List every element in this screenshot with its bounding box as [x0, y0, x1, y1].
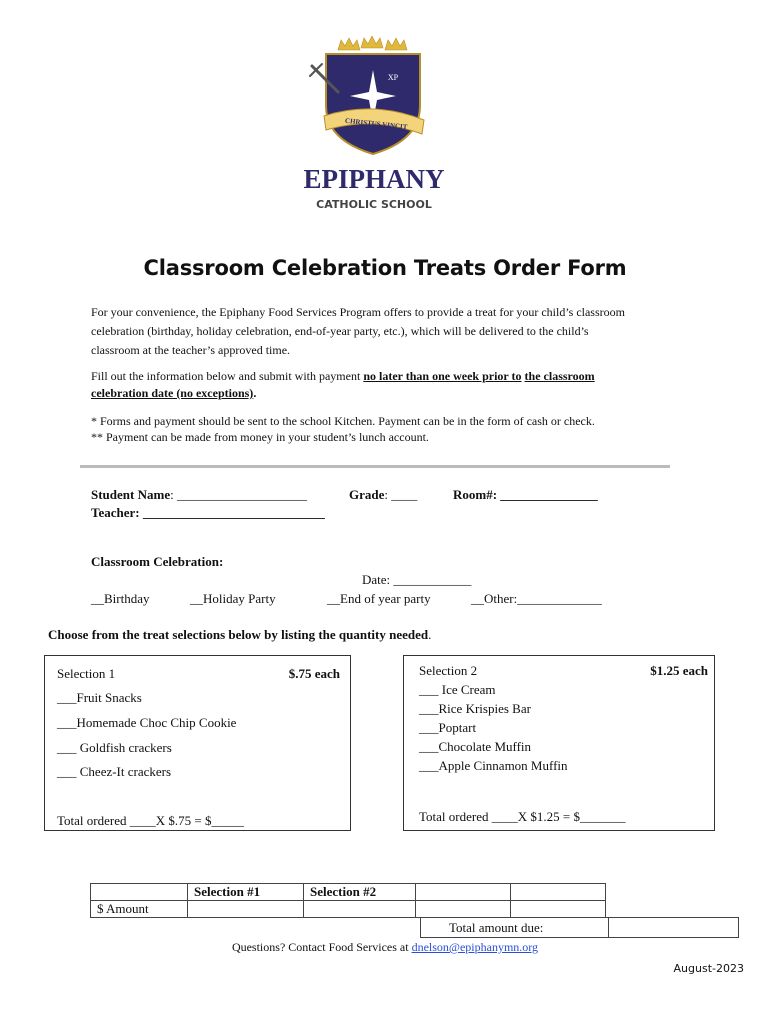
contact-email-link[interactable]: dnelson@epiphanymn.org	[411, 940, 539, 954]
notes	[91, 413, 681, 445]
student-name-blank[interactable]: : ____________________	[170, 487, 307, 502]
teacher-field[interactable]: Teacher: ____________________________	[91, 505, 325, 520]
footer-date: August-2023	[673, 962, 744, 975]
note-lunch-account: ** Payment can be made from money in your student’s lunch account.	[91, 430, 429, 444]
note-kitchen: * Forms and payment should be sent to the school Kitchen. Payment can be in the form of cash or check.	[91, 414, 595, 428]
grade-blank[interactable]: : ____	[384, 487, 418, 502]
choose-instruction	[48, 627, 431, 643]
amount-selection-1-cell[interactable]	[188, 901, 304, 918]
logo-banner-text: CHRISTUS VINCIT	[344, 116, 408, 132]
item-choc-chip-cookie[interactable]: ___Homemade Choc Chip Cookie	[57, 715, 237, 730]
total-label-cell	[420, 917, 609, 938]
table-cell	[416, 884, 511, 901]
table-cell	[511, 901, 606, 918]
questions-text: Questions? Contact Food Services at	[231, 940, 412, 954]
item-fruit-snacks[interactable]: ___Fruit Snacks	[57, 690, 142, 705]
amount-table	[90, 883, 606, 918]
item-goldfish[interactable]: ___ Goldfish crackers	[57, 740, 172, 755]
choose-text: Choose from the treat selections below by listing the quantity needed	[48, 627, 429, 642]
item-ice-cream[interactable]: ___ Ice Cream	[419, 682, 496, 697]
intro-line: For your convenience, the Epiphany Food Services Program offers to provide a treat for your child’s classroom	[91, 305, 625, 319]
logo-monogram: XP	[387, 73, 399, 82]
total-amount-cell[interactable]	[608, 917, 739, 938]
item-rice-krispies[interactable]: ___Rice Krispies Bar	[419, 701, 531, 716]
period: .	[428, 627, 432, 642]
amount-selection-2-cell[interactable]	[304, 901, 416, 918]
amount-row-label: $ Amount	[91, 901, 188, 918]
divider	[80, 465, 670, 468]
instructions-paragraph	[91, 368, 681, 402]
logo-subtitle: CATHOLIC SCHOOL	[316, 198, 432, 211]
total-amount-label: Total amount due:	[449, 920, 544, 935]
item-poptart[interactable]: ___Poptart	[419, 720, 477, 735]
option-end-of-year[interactable]: __End of year party	[327, 591, 431, 606]
instructions-prefix: Fill out the information below and submit with payment	[91, 369, 364, 383]
table-row	[91, 901, 606, 918]
student-name-label: Student Name	[91, 487, 171, 502]
room-field[interactable]: Room#: _______________	[453, 487, 598, 502]
school-logo	[288, 36, 458, 214]
option-other[interactable]: __Other:_____________	[471, 591, 602, 606]
header-selection-1: Selection #1	[188, 884, 304, 901]
header-selection-2: Selection #2	[304, 884, 416, 901]
date-phrase: celebration date (no exceptions)	[91, 386, 254, 400]
selection-2-title: Selection 2	[419, 663, 478, 678]
form-title: Classroom Celebration Treats Order Form	[143, 256, 627, 280]
grade-label: Grade	[349, 487, 385, 502]
option-holiday-party[interactable]: __Holiday Party	[190, 591, 276, 606]
selection-1-title: Selection 1	[57, 666, 116, 681]
selection-2-total[interactable]: Total ordered ____X $1.25 = $_______	[419, 809, 626, 824]
crown-icon	[338, 36, 407, 50]
selection-2-box	[403, 655, 715, 831]
item-apple-cinnamon-muffin[interactable]: ___Apple Cinnamon Muffin	[419, 758, 568, 773]
selection-1-price: $.75 each	[288, 666, 340, 681]
celebration-heading: Classroom Celebration:	[91, 554, 224, 569]
selection-1-total[interactable]: Total ordered ____X $.75 = $_____	[57, 813, 244, 828]
item-cheez-it[interactable]: ___ Cheez-It crackers	[57, 764, 172, 779]
period: .	[253, 386, 257, 400]
selection-2-price: $1.25 each	[650, 663, 708, 678]
selection-1-box	[44, 655, 351, 831]
item-chocolate-muffin[interactable]: ___Chocolate Muffin	[419, 739, 532, 754]
questions-line	[0, 940, 770, 955]
celebration-date-field[interactable]: Date: ____________	[362, 572, 472, 587]
deadline-text: no later than one week prior to	[363, 369, 522, 383]
table-cell	[91, 884, 188, 901]
intro-paragraph	[91, 303, 681, 360]
intro-line: classroom at the teacher’s approved time.	[91, 343, 291, 357]
option-birthday[interactable]: __Birthday	[91, 591, 150, 606]
grade-field[interactable]	[349, 487, 417, 503]
table-cell	[511, 884, 606, 901]
student-name-field[interactable]	[91, 487, 307, 503]
logo-wordmark: EPIPHANY	[303, 164, 445, 194]
intro-line: celebration (birthday, holiday celebration, end-of-year party, etc.), which will be delivered to the child’s	[91, 324, 589, 338]
date-phrase: the classroom	[524, 369, 595, 383]
table-cell	[416, 901, 511, 918]
table-row	[91, 884, 606, 901]
